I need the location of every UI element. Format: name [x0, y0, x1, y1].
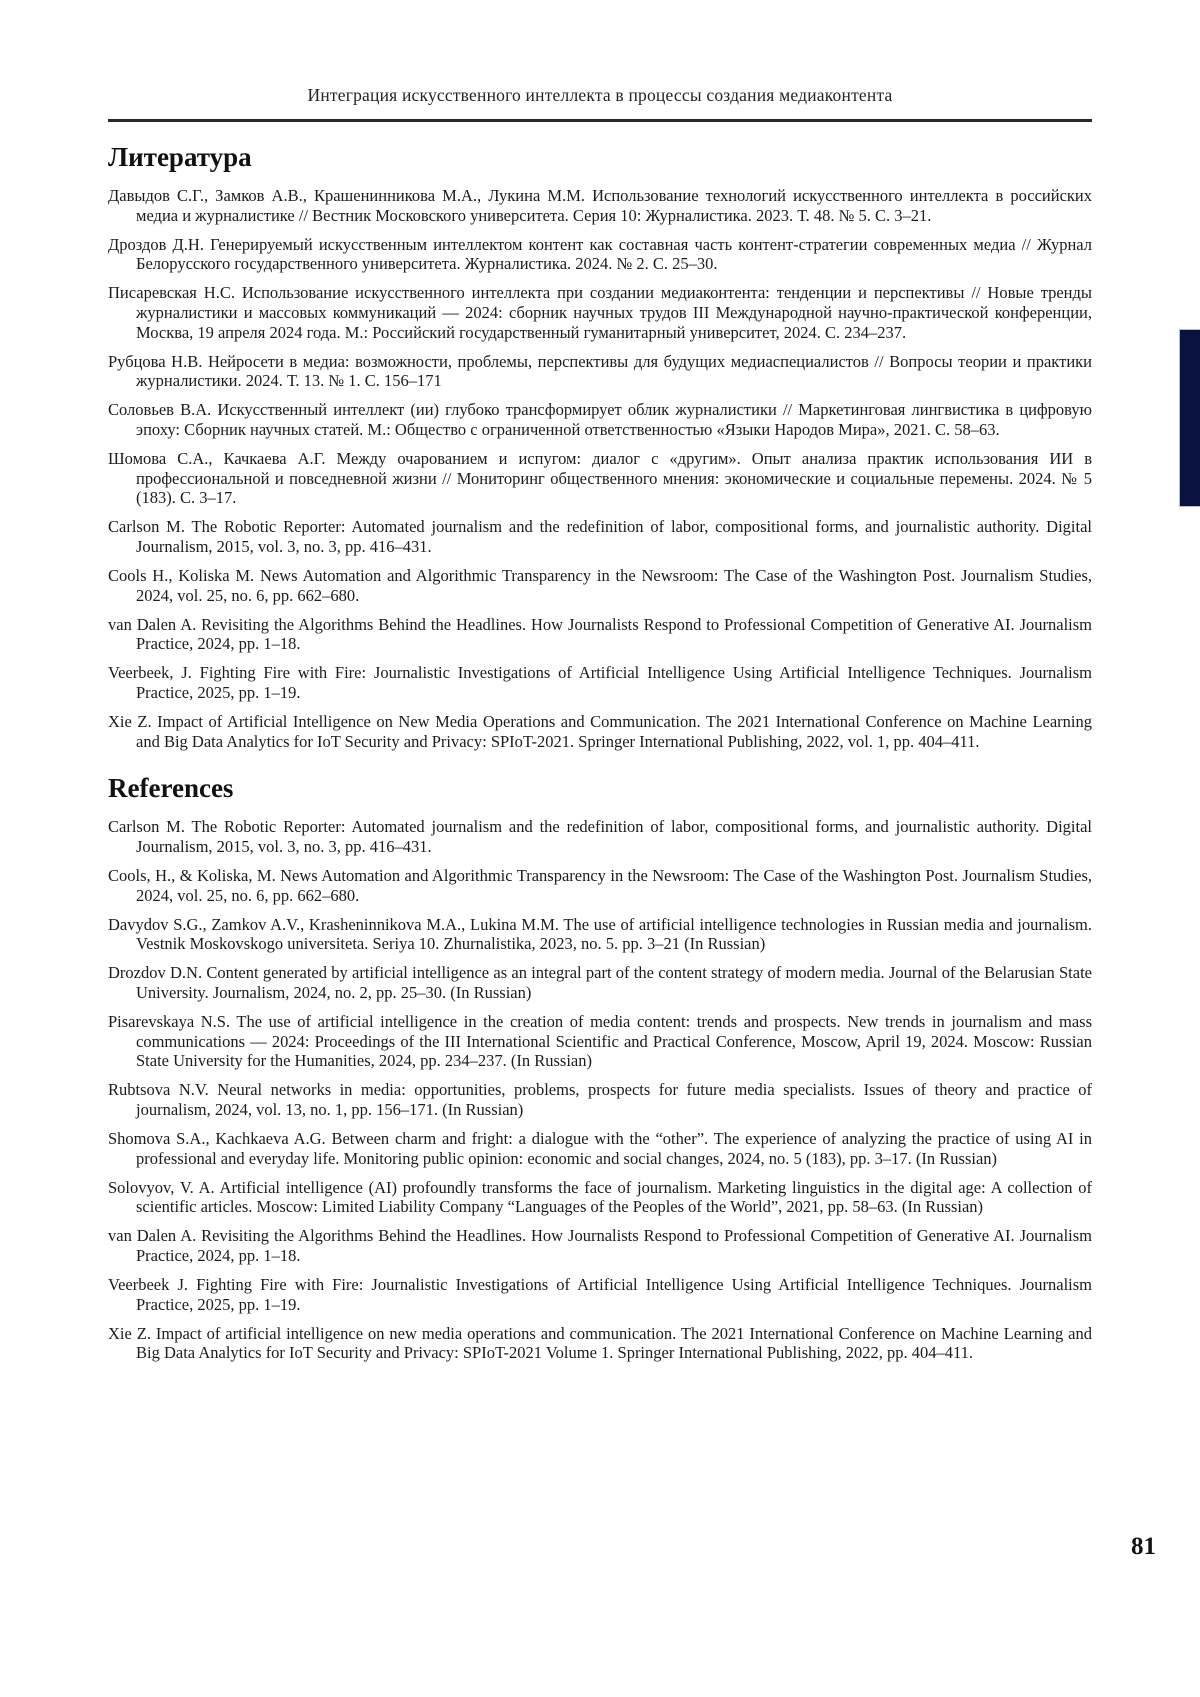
- bibliography-entry: Рубцова Н.В. Нейросети в медиа: возможности, проблемы, перспективы для будущих медиаспециалистов // Вопросы теории и практики журналистики. 2024. Т. 13. № 1. С. 156–171: [108, 351, 1092, 391]
- bibliography-entry: Shomova S.A., Kachkaeva A.G. Between charm and fright: a dialogue with the “other”. The experience of analyzing the practice of using AI in professional and everyday life. Monitoring public opinion: economic and social changes, 2024, no. 5 (183), pp. 3–17. (In Russian): [108, 1128, 1092, 1168]
- bibliography-entry: Xie Z. Impact of artificial intelligence on new media operations and communication. The 2021 International Conference on Machine Learning and Big Data Analytics for IoT Security and Privacy: SPIoT-2021 Volume 1. Springer International Publishing, 2022, pp. 404–411.: [108, 1323, 1092, 1363]
- section-heading-references: References: [108, 773, 234, 804]
- bibliography-entry: Шомова С.А., Качкаева А.Г. Между очарованием и испугом: диалог с «другим». Опыт анализа практик использования ИИ в профессиональной и повседневной жизни // Мониторинг общественного мнения: экономические и социальные перемены. 2024. № 5 (183). С. 3–17.: [108, 449, 1092, 508]
- bibliography-entry: Pisarevskaya N.S. The use of artificial intelligence in the creation of media content: trends and prospects. New trends in journalism and mass communications — 2024: Proceedings of the III International Scientific and Practical Conference, Moscow, April 19, 2024. Moscow: Russian State University for the Humanities, 2024, pp. 234–237. (In Russian): [108, 1012, 1092, 1071]
- section-literatura: [108, 142, 1092, 751]
- bibliography-entry: Cools, H., & Koliska, M. News Automation and Algorithmic Transparency in the Newsroom: The Case of the Washington Post. Journalism Studies, 2024, vol. 25, no. 6, pp. 662–680.: [108, 865, 1092, 905]
- side-bookmark-tab: [1179, 329, 1200, 507]
- page-number: 81: [1131, 1533, 1156, 1560]
- bibliography-entry: Xie Z. Impact of Artificial Intelligence on New Media Operations and Communication. The 2021 International Conference on Machine Learning and Big Data Analytics for IoT Security and Privacy: SPIoT-2021. Springer International Publishing, 2022, vol. 1, pp. 404–411.: [108, 712, 1092, 751]
- header-rule: [108, 119, 1092, 122]
- bibliography-entry: Carlson M. The Robotic Reporter: Automated journalism and the redefinition of labor, compositional forms, and journalistic authority. Digital Journalism, 2015, vol. 3, no. 3, pp. 416–431.: [108, 817, 1092, 856]
- bibliography-entry: Дроздов Д.Н. Генерируемый искусственным интеллектом контент как составная часть контент-стратегии современных медиа // Журнал Белорусского государственного университета. Журналистика. 2024. № 2. С. 25–30.: [108, 234, 1092, 274]
- bibliography-entry: Solovyov, V. A. Artificial intelligence (AI) profoundly transforms the face of journalism. Marketing linguistics in the digital age: A collection of scientific articles. Moscow: Limited Liability Company “Languages of the Peoples of the World”, 2021, pp. 58–63. (In Russian): [108, 1177, 1092, 1217]
- running-head: Интеграция искусственного интеллекта в процессы создания медиаконтента: [307, 85, 893, 105]
- section-heading-literatura: Литература: [108, 142, 252, 172]
- bibliography-entry: Veerbeek, J. Fighting Fire with Fire: Journalistic Investigations of Artificial Intelligence Using Artificial Intelligence Techniques. Journalism Practice, 2025, pp. 1–19.: [108, 663, 1092, 702]
- bibliography-entry: Соловьев В.А. Искусственный интеллект (ии) глубоко трансформирует облик журналистики // Маркетинговая лингвистика в цифровую эпоху: Сборник научных статей. М.: Общество с ограниченной ответственностью «Языки Народов Мира», 2021. С. 58–63.: [108, 400, 1092, 439]
- bibliography-entry: Veerbeek J. Fighting Fire with Fire: Journalistic Investigations of Artificial Intelligence Using Artificial Intelligence Techniques. Journalism Practice, 2025, pp. 1–19.: [108, 1275, 1092, 1314]
- bibliography-entry: van Dalen A. Revisiting the Algorithms Behind the Headlines. How Journalists Respond to Professional Competition of Generative AI. Journalism Practice, 2024, pp. 1–18.: [108, 614, 1092, 654]
- bibliography-entry: Carlson M. The Robotic Reporter: Automated journalism and the redefinition of labor, compositional forms, and journalistic authority. Digital Journalism, 2015, vol. 3, no. 3, pp. 416–431.: [108, 517, 1092, 556]
- bibliography-entry: Писаревская Н.С. Использование искусственного интеллекта при создании медиаконтента: тенденции и перспективы // Новые тренды журналистики и массовых коммуникаций — 2024: сборник научных трудов III Международной научно-практической конференции, Москва, 19 апреля 2024 года. М.: Российский государственный гуманитарный университет, 2024. С. 234–237.: [108, 283, 1092, 342]
- bibliography-entry: Rubtsova N.V. Neural networks in media: opportunities, problems, prospects for future media specialists. Issues of theory and practice of journalism, 2024, vol. 13, no. 1, pp. 156–171. (In Russian): [108, 1080, 1092, 1119]
- bibliography-entry: van Dalen A. Revisiting the Algorithms Behind the Headlines. How Journalists Respond to Professional Competition of Generative AI. Journalism Practice, 2024, pp. 1–18.: [108, 1226, 1092, 1265]
- page-content: [108, 0, 1092, 1363]
- bibliography-entry: Давыдов С.Г., Замков А.В., Крашенинникова М.А., Лукина М.М. Использование технологий искусственного интеллекта в российских медиа и журналистике // Вестник Московского университета. Серия 10: Журналистика. 2023. Т. 48. № 5. С. 3–21.: [108, 186, 1092, 225]
- bibliography-list-literatura: [108, 186, 1092, 751]
- bibliography-entry: Cools H., Koliska M. News Automation and Algorithmic Transparency in the Newsroom: The Case of the Washington Post. Journalism Studies, 2024, vol. 25, no. 6, pp. 662–680.: [108, 566, 1092, 605]
- bibliography-list-references: [108, 817, 1092, 1363]
- bibliography-entry: Davydov S.G., Zamkov A.V., Krasheninnikova M.A., Lukina M.M. The use of artificial intelligence technologies in Russian media and journalism. Vestnik Moskovskogo universiteta. Seriya 10. Zhurnalistika, 2023, no. 5. pp. 3–21 (In Russian): [108, 914, 1092, 954]
- section-references: [108, 773, 1092, 1363]
- bibliography-entry: Drozdov D.N. Content generated by artificial intelligence as an integral part of the content strategy of modern media. Journal of the Belarusian State University. Journalism, 2024, no. 2, pp. 25–30. (In Russian): [108, 963, 1092, 1002]
